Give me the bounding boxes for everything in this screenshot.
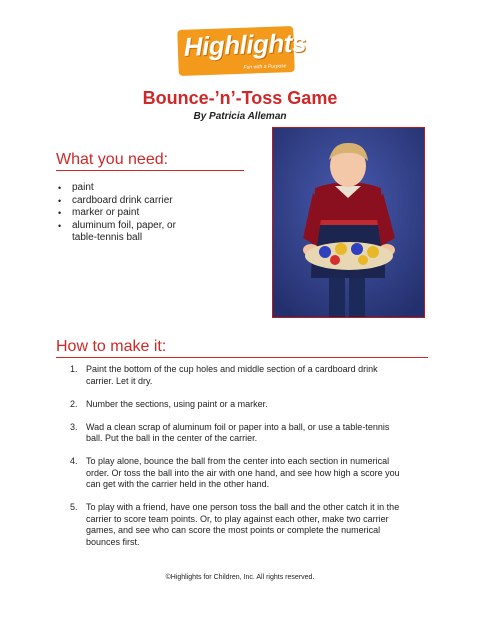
boy-with-game-photo bbox=[272, 127, 425, 318]
materials-list bbox=[58, 182, 176, 245]
bullet-icon: • bbox=[58, 183, 62, 193]
list-item: • marker or paint bbox=[58, 207, 140, 218]
list-item: 5. To play with a friend, have one person toss the ball and the other catch it in the carrier to score team points. Or, to play against each other, make two carrier games, and see who can score the most points or complete the numerical bounces first. bbox=[70, 502, 400, 547]
how-to-make-heading: How to make it: bbox=[56, 338, 167, 355]
byline: By Patricia Alleman bbox=[193, 111, 287, 122]
bullet-icon: • bbox=[58, 195, 62, 206]
list-item: 4. To play alone, bounce the ball from the center into each section in numerical order. Or toss the ball into the air with one hand, and see how high a score you can get with the carrier held in the other hand. bbox=[70, 456, 400, 489]
instructions-list bbox=[70, 364, 400, 560]
what-you-need-heading: What you need: bbox=[56, 151, 169, 168]
list-item: • cardboard drink carrier bbox=[58, 194, 173, 206]
photo-illustration bbox=[273, 128, 424, 317]
highlights-logo bbox=[177, 26, 307, 76]
list-item: 3. Wad a clean scrap of aluminum foil or paper into a ball, or use a table-tennis ball. Put the ball in the center of the carrier. bbox=[70, 421, 390, 443]
how-to-make-divider bbox=[56, 357, 428, 358]
list-item: • aluminum foil, paper, or bbox=[58, 219, 176, 231]
what-you-need-divider bbox=[56, 170, 244, 171]
bullet-icon: • bbox=[58, 220, 62, 231]
bullet-icon: • bbox=[58, 208, 62, 218]
copyright-footer: ©Highlights for Children, Inc. All rights reserved. bbox=[165, 574, 315, 581]
list-item-continuation: table-tennis ball bbox=[72, 232, 143, 243]
list-item: 2. Number the sections, using paint or a marker. bbox=[70, 398, 268, 409]
logo-tagline: Fun with a Purpose bbox=[243, 63, 287, 71]
logo-wordmark: Highlights bbox=[183, 27, 307, 62]
list-item: 1. Paint the bottom of the cup holes and middle section of a cardboard drink carrier. Let it dry. bbox=[70, 364, 378, 386]
page-title: Bounce-’n’-Toss Game bbox=[142, 88, 338, 108]
list-item: • paint bbox=[58, 182, 94, 193]
